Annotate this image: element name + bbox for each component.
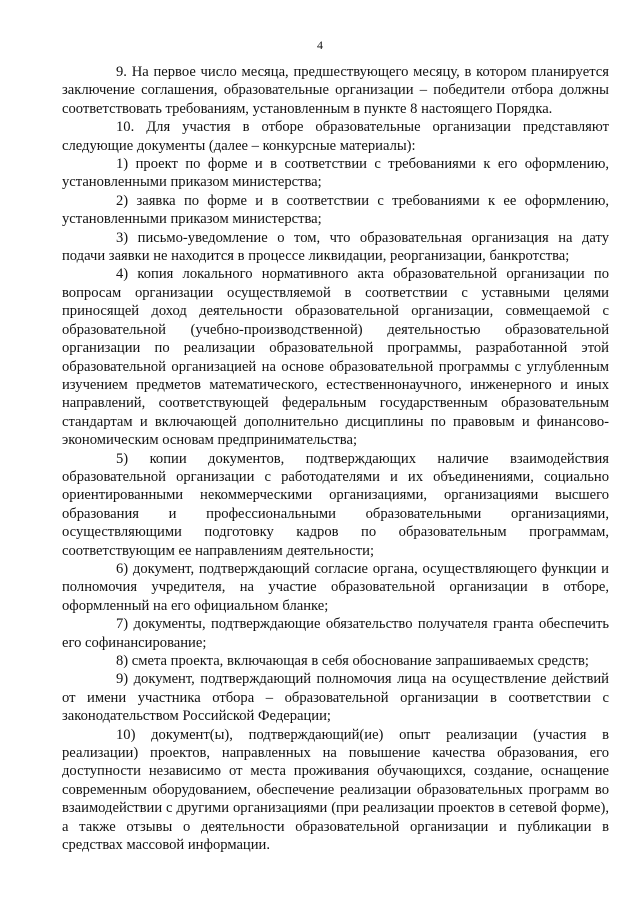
body-text [62, 63, 609, 854]
list-item-4: 4) копия локального нормативного акта образовательной организации по вопросам организации осуществляемой в соответствии с уставными целями приносящей доход деятельности образовательной организации, совмещаемой с образовательной (учебно-производственной) деятельностью образовательной организации по реализации образовательной программы, разработанной этой образовательной организацией на основе образовательной программы с углубленным изучением предметов математического, естественнонаучного, инженерного и иных направлений, соответствующей федеральным государственным образовательным стандартам и включающей дополнительно дисциплины по правовым и финансово-экономическим основам предпринимательства; [62, 266, 609, 449]
list-item-9: 9) документ, подтверждающий полномочия лица на осуществление действий от имени участника отбора – образовательной организации в соответствии с законодательством Российской Федерации; [62, 671, 609, 725]
list-item-7: 7) документы, подтверждающие обязательство получателя гранта обеспечить его софинансирование; [62, 616, 609, 651]
paragraph-9: 9. На первое число месяца, предшествующего месяцу, в котором планируется заключение соглашения, образовательные организации – победители отбора должны соответствовать требованиям, установленным в пункте 8 настоящего Порядка. [62, 64, 609, 117]
list-item-6: 6) документ, подтверждающий согласие органа, осуществляющего функции и полномочия учредителя, на участие образовательной организации в отборе, оформленный на его официальном бланке; [62, 560, 609, 614]
list-item-1: 1) проект по форме и в соответствии с требованиями к его оформлению, установленными приказом министерства; [62, 156, 609, 191]
paragraph-10: 10. Для участия в отборе образовательные организации представляют следующие документы (далее – конкурсные материалы): [62, 119, 609, 154]
list-item-5: 5) копии документов, подтверждающих наличие взаимодействия образовательной организации с работодателями и их объединениями, социально ориентированными некоммерческими организациями, организациями высшего образования и профессиональными образовательными организациями, осуществляющими подготовку кадров по образовательным программам, соответствующим ее направлениям деятельности; [62, 450, 609, 559]
list-item-2: 2) заявка по форме и в соответствии с требованиями к ее оформлению, установленными приказом министерства; [62, 192, 609, 228]
list-item-3: 3) письмо-уведомление о том, что образовательная организация на дату подачи заявки не находится в процессе ликвидации, реорганизации, банкротства; [62, 229, 609, 265]
list-item-10: 10) документ(ы), подтверждающий(ие) опыт реализации (участия в реализации) проектов, направленных на повышение качества образования, его доступности независимо от места проживания обучающихся, создание, оснащение современным оборудованием, обеспечение реализации образовательных программ во взаимодействии с другими организациями (при реализации проектов в сетевой форме), а также отзывы о деятельности образовательной организации и публикации в средствах массовой информации. [62, 726, 609, 854]
page-number: 4 [317, 38, 323, 52]
list-item-8: 8) смета проекта, включающая в себя обоснование запрашиваемых средств; [116, 653, 589, 669]
